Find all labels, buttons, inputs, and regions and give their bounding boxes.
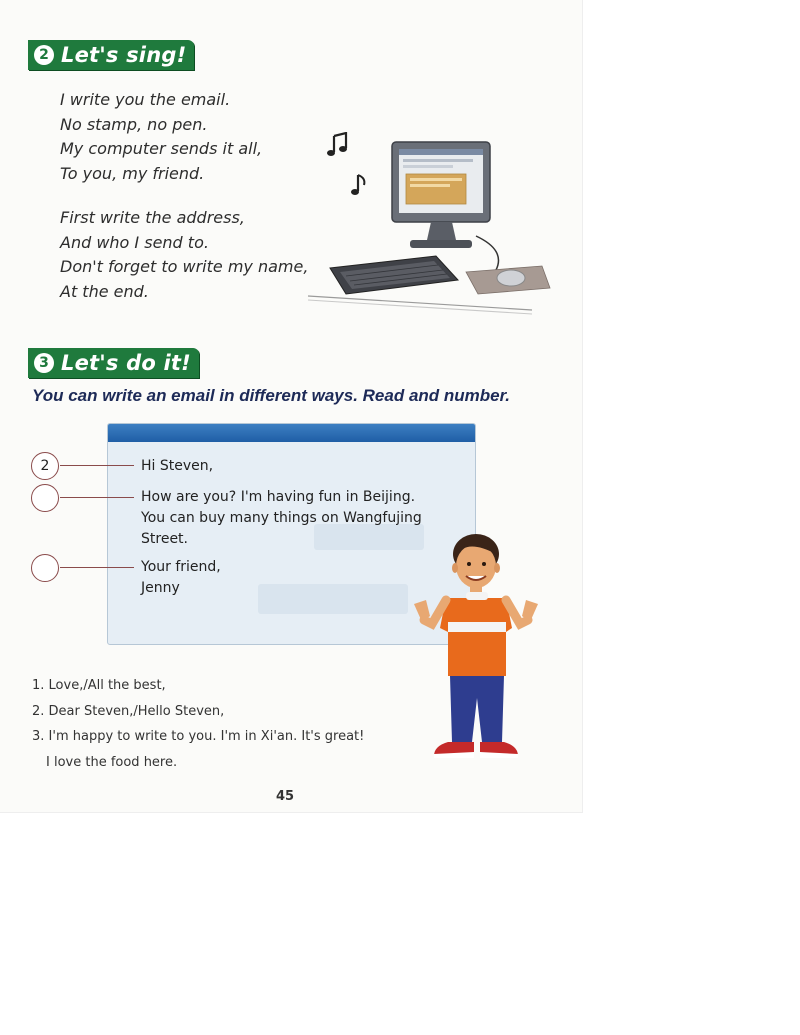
song-line: Don't forget to write my name, (60, 257, 309, 276)
connector-line (60, 567, 134, 568)
email-body-line: You can buy many things on Wangfujing (141, 510, 422, 526)
email-title-bar (108, 424, 475, 442)
answer-blank-3[interactable] (31, 554, 59, 582)
boy-illustration (408, 528, 544, 768)
email-signature: Jenny (141, 580, 180, 596)
section-3-number: 3 (34, 353, 54, 373)
section-3-header (28, 348, 199, 378)
email-closing-line: Your friend, (141, 559, 221, 575)
computer-illustration (306, 140, 556, 320)
email-body (141, 487, 422, 550)
section-2-header (28, 40, 194, 70)
email-closing (141, 557, 221, 599)
section-2-title: Let's sing! (61, 43, 187, 67)
option-item: 3. I'm happy to write to you. I'm in Xi'an. It's great! (32, 729, 365, 744)
song-line: First write the address, (60, 208, 245, 227)
section-2-number: 2 (34, 45, 54, 65)
song-line: No stamp, no pen. (60, 114, 208, 134)
email-body-line: How are you? I'm having fun in Beijing. (141, 489, 416, 505)
song-line: I write you the email. (60, 90, 231, 109)
instruction-text: You can write an email in different ways. Read and number. (32, 386, 511, 405)
option-item: 2. Dear Steven,/Hello Steven, (32, 703, 225, 719)
song-line: And who I send to. (60, 232, 209, 252)
page-number: 45 (276, 789, 295, 804)
option-item: 1. Love,/All the best, (32, 678, 166, 693)
song-line: To you, my friend. (60, 163, 205, 183)
song-line: At the end. (60, 281, 149, 301)
options-list (32, 673, 364, 775)
email-greeting: Hi Steven, (141, 458, 214, 474)
answer-blank-1[interactable]: 2 (31, 452, 59, 480)
email-body-line: Street. (141, 531, 188, 547)
song-line: My computer sends it all, (60, 139, 263, 158)
song-verse-1 (60, 88, 262, 186)
email-background-shape (258, 584, 408, 614)
song-verse-2 (60, 206, 308, 304)
connector-line (60, 465, 134, 466)
connector-line (60, 497, 134, 498)
section-3-title: Let's do it! (61, 351, 191, 375)
option-item: I love the food here. (46, 754, 178, 770)
answer-blank-2[interactable] (31, 484, 59, 512)
